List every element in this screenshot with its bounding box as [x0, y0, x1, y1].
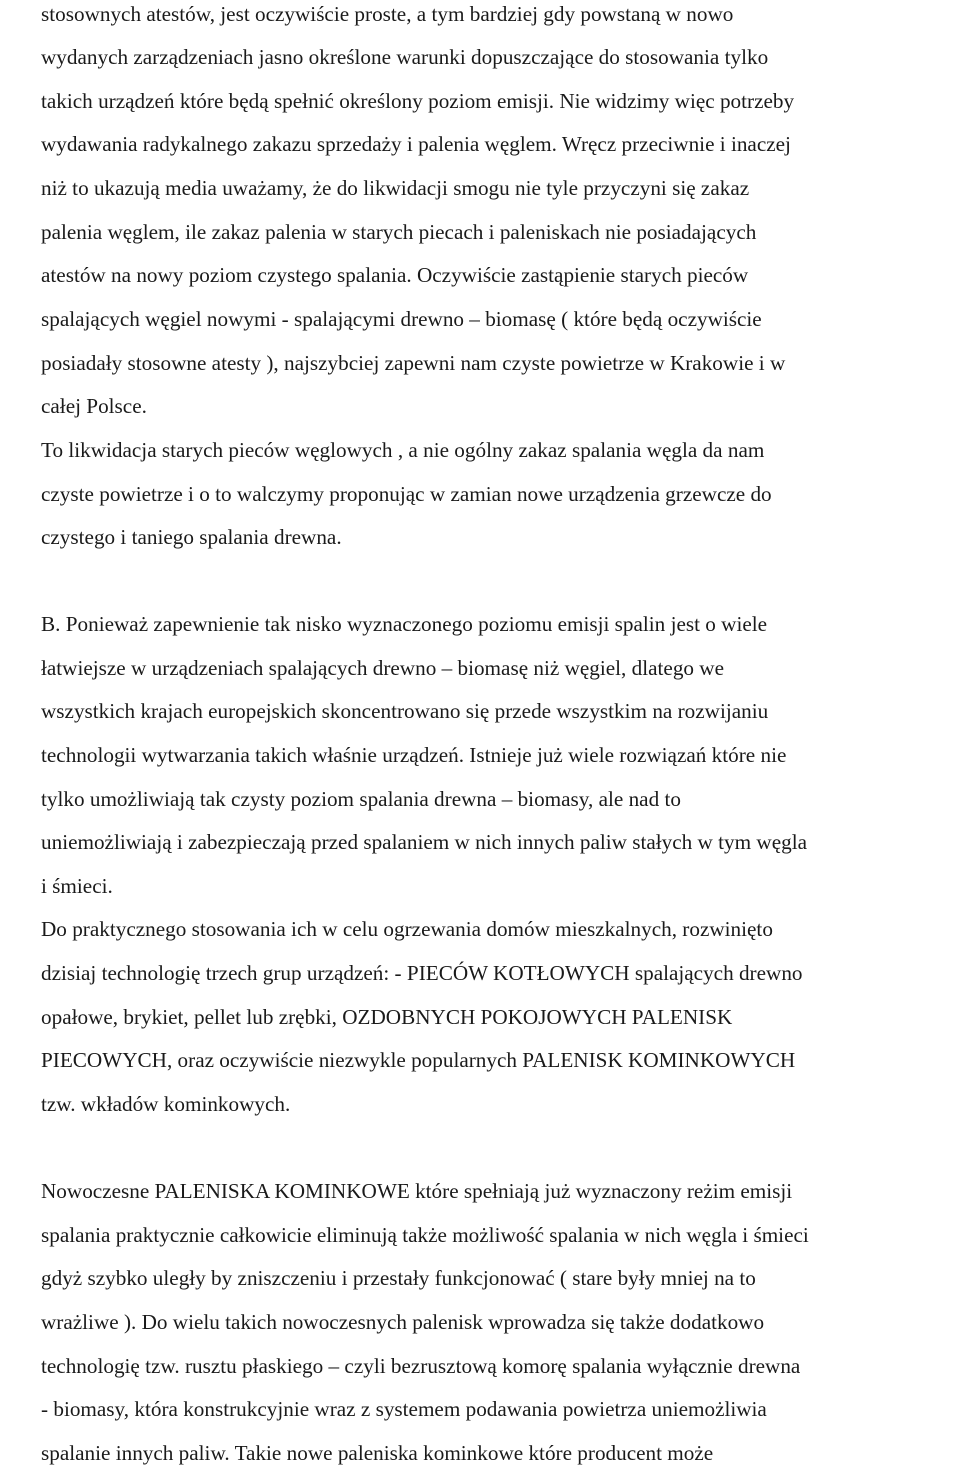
text-line: uniemożliwiają i zabezpieczają przed spalaniem w nich innych paliw stałych w tym węgla: [41, 830, 807, 854]
text-line: spalanie innych paliw. Takie nowe paleniska kominkowe które producent może: [41, 1441, 714, 1465]
text-line: wrażliwe ). Do wielu takich nowoczesnych palenisk wprowadza się także dodatkowo: [41, 1310, 765, 1334]
text-line: gdyż szybko uległy by zniszczeniu i przestały funkcjonować ( stare były mniej na to: [41, 1266, 756, 1290]
text-line: Nowoczesne PALENISKA KOMINKOWE które spełniają już wyznaczony reżim emisji: [41, 1179, 793, 1203]
text-line: posiadały stosowne atesty ), najszybciej zapewni nam czyste powietrze w Krakowie i w: [41, 351, 786, 375]
text-line: opałowe, brykiet, pellet lub zrębki, OZDOBNYCH POKOJOWYCH PALENISK: [41, 1005, 733, 1029]
text-line: Do praktycznego stosowania ich w celu ogrzewania domów mieszkalnych, rozwinięto: [41, 917, 773, 941]
text-line: stosownych atestów, jest oczywiście proste, a tym bardziej gdy powstaną w nowo: [41, 2, 734, 26]
text-line: tylko umożliwiają tak czysty poziom spalania drewna – biomasy, ale nad to: [41, 787, 681, 811]
text-line: niż to ukazują media uważamy, że do likwidacji smogu nie tyle przyczyni się zakaz: [41, 176, 750, 200]
text-line: palenia węglem, ile zakaz palenia w starych piecach i paleniskach nie posiadających: [41, 220, 757, 244]
text-line: wszystkich krajach europejskich skoncentrowano się przede wszystkim na rozwijaniu: [41, 699, 769, 723]
text-line: spalających węgiel nowymi - spalającymi drewno – biomasę ( które będą oczywiście: [41, 307, 762, 331]
text-line: tzw. wkładów kominkowych.: [41, 1092, 291, 1116]
text-line: dzisiaj technologię trzech grup urządzeń: - PIECÓW KOTŁOWYCH spalających drewno: [41, 961, 803, 985]
text-line: całej Polsce.: [41, 394, 147, 418]
text-line: wydawania radykalnego zakazu sprzedaży i palenia węglem. Wręcz przeciwnie i inaczej: [41, 132, 791, 156]
text-line: i śmieci.: [41, 874, 113, 898]
text-line: wydanych zarządzeniach jasno określone warunki dopuszczające do stosowania tylko: [41, 45, 769, 69]
text-line: atestów na nowy poziom czystego spalania. Oczywiście zastąpienie starych pieców: [41, 263, 749, 287]
text-line: spalania praktycznie całkowicie eliminują także możliwość spalania w nich węgla i śmieci: [41, 1223, 809, 1247]
text-line: łatwiejsze w urządzeniach spalających drewno – biomasę niż węgiel, dlatego we: [41, 656, 725, 680]
text-line: technologię tzw. rusztu płaskiego – czyli bezrusztową komorę spalania wyłącznie drewna: [41, 1354, 801, 1378]
text-line: czystego i taniego spalania drewna.: [41, 525, 342, 549]
text-line: - biomasy, która konstrukcyjnie wraz z systemem podawania powietrza uniemożliwia: [41, 1397, 767, 1421]
text-line: czyste powietrze i o to walczymy proponując w zamian nowe urządzenia grzewcze do: [41, 482, 772, 506]
text-line: PIECOWYCH, oraz oczywiście niezwykle popularnych PALENISK KOMINKOWYCH: [41, 1048, 796, 1072]
text-line: technologii wytwarzania takich właśnie urządzeń. Istnieje już wiele rozwiązań które nie: [41, 743, 787, 767]
text-line: B. Ponieważ zapewnienie tak nisko wyznaczonego poziomu emisji spalin jest o wiele: [41, 612, 768, 636]
text-line: takich urządzeń które będą spełnić określony poziom emisji. Nie widzimy więc potrzeby: [41, 89, 795, 113]
text-line: To likwidacja starych pieców węglowych , a nie ogólny zakaz spalania węgla da nam: [41, 438, 765, 462]
